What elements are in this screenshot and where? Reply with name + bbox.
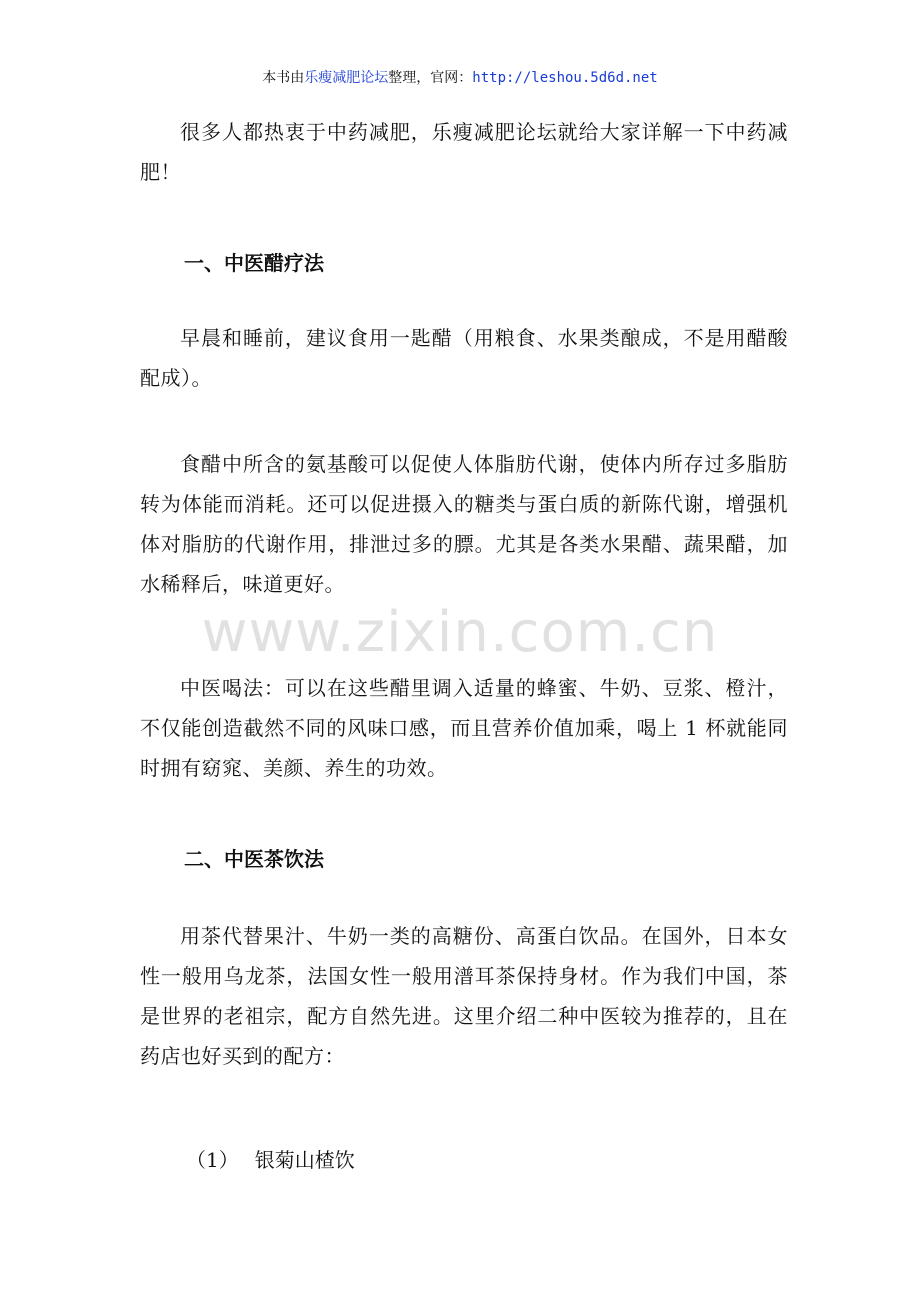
header-prefix: 本书由 — [262, 70, 305, 86]
recipe-item-1 — [186, 1146, 355, 1174]
website-link[interactable]: http://leshou.5d6d.net — [472, 70, 658, 86]
section1-paragraph-1: 早晨和睡前，建议食用一匙醋（用粮食、水果类酿成，不是用醋酸配成）。 — [140, 326, 788, 390]
recipe-item-number: （1） — [186, 1148, 239, 1172]
forum-link[interactable]: 乐瘦减肥论坛 — [304, 70, 389, 86]
section1-paragraph-3: 中医喝法：可以在这些醋里调入适量的蜂蜜、牛奶、豆浆、橙汁，不仅能创造截然不同的风味口感，而且营养价值加乘，喝上 1 杯就能同时拥有窈窕、美颜、养生的功效。 — [140, 676, 788, 780]
recipe-item-label: 银菊山楂饮 — [254, 1148, 355, 1172]
section2-paragraph-1: 用茶代替果汁、牛奶一类的高糖份、高蛋白饮品。在国外，日本女性一般用乌龙茶，法国女性一般用潽耳茶保持身材。作为我们中国，茶是世界的老祖宗，配方自然先进。这里介绍二种中医较为推荐的，且在药店也好买到的配方： — [140, 924, 788, 1068]
section2-heading: 二、中医茶饮法 — [184, 847, 324, 871]
intro-paragraph: 很多人都热衷于中药减肥，乐瘦减肥论坛就给大家详解一下中药减肥！ — [140, 120, 788, 184]
section1-paragraph-2: 食醋中所含的氨基酸可以促使人体脂肪代谢，使体内所存过多脂肪转为体能而消耗。还可以促进摄入的糖类与蛋白质的新陈代谢，增强机体对脂肪的代谢作用，排泄过多的膘。尤其是各类水果醋、蔬果醋，加水稀释后，味道更好。 — [140, 452, 788, 596]
section1-heading: 一、中医醋疗法 — [184, 251, 324, 275]
header-middle: 整理，官网： — [388, 70, 473, 86]
page-header — [0, 68, 920, 88]
watermark: www.zixin.com.cn — [201, 600, 719, 665]
